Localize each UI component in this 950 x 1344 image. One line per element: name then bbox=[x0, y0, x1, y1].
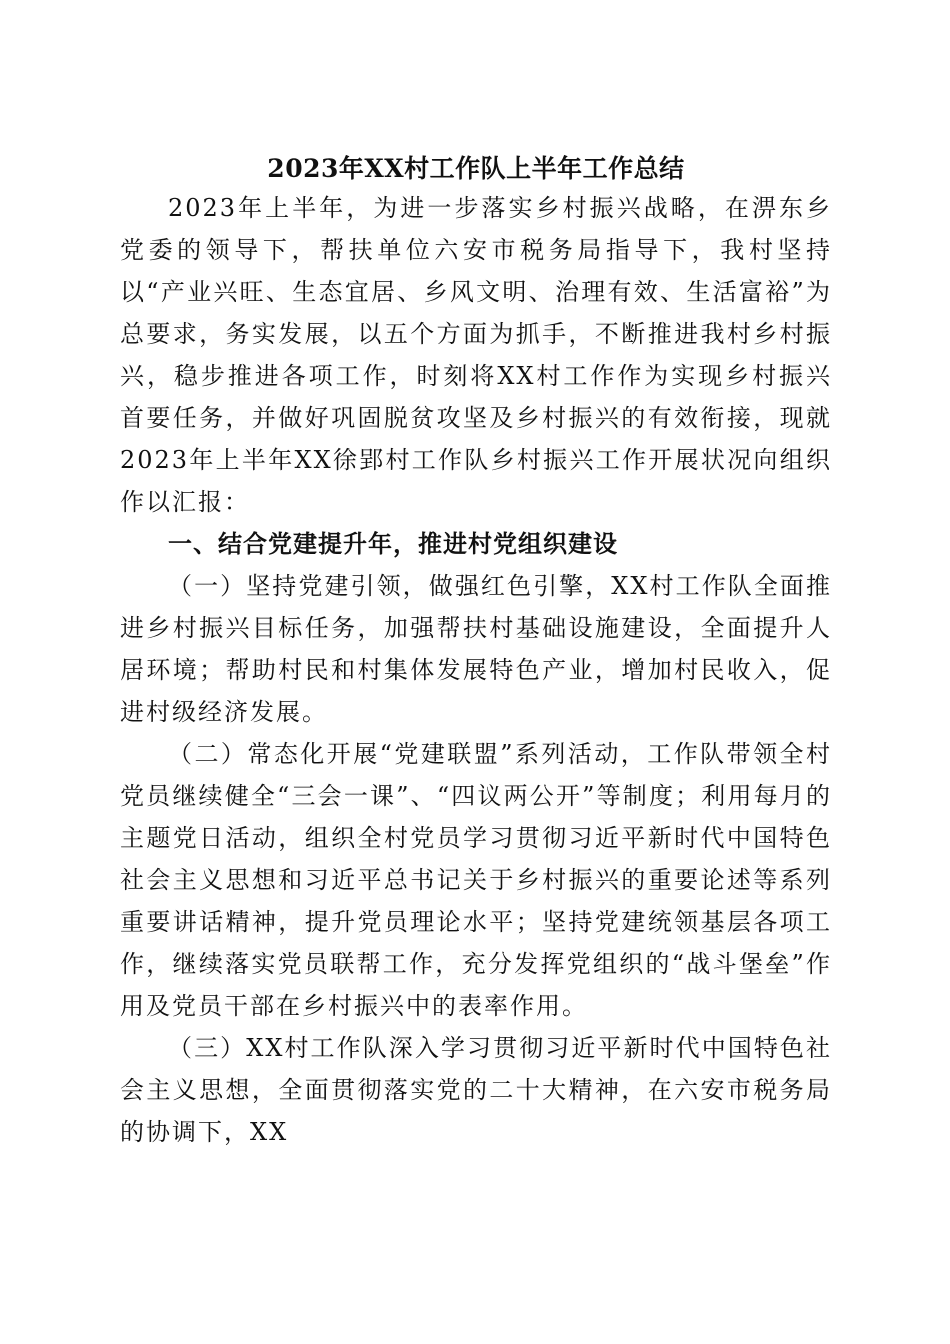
intro-paragraph: 2023年上半年，为进一步落实乡村振兴战略，在淠东乡党委的领导下，帮扶单位六安市税务局指导下，我村坚持以“产业兴旺、生态宜居、乡风文明、治理有效、生活富裕”为总要求，务实发展，以五个方面为抓手，不断推进我村乡村振兴，稳步推进各项工作，时刻将XX村工作作为实现乡村振兴首要任务，并做好巩固脱贫攻坚及乡村振兴的有效衔接，现就2023年上半年XX徐郢村工作队乡村振兴工作开展状况向组织作以汇报： bbox=[120, 194, 832, 516]
section-heading-1: 一、结合党建提升年，推进村党组织建设 bbox=[168, 529, 618, 558]
document-title: 2023年XX村工作队上半年工作总结 bbox=[267, 154, 685, 183]
section-1-item-3: （三）XX村工作队深入学习贯彻习近平新时代中国特色社会主义思想，全面贯彻落实党的二十大精神，在六安市税务局的协调下，XX bbox=[120, 1034, 832, 1146]
section-1-item-2: （二）常态化开展“党建联盟”系列活动，工作队带领全村党员继续健全“三会一课”、“四议两公开”等制度；利用每月的主题党日活动，组织全村党员学习贯彻习近平新时代中国特色社会主义思想和习近平总书记关于乡村振兴的重要论述等系列重要讲话精神，提升党员理论水平；坚持党建统领基层各项工作，继续落实党员联帮工作，充分发挥党组织的“战斗堡垒”作用及党员干部在乡村振兴中的表率作用。 bbox=[120, 740, 832, 1020]
section-1-item-1: （一）坚持党建引领，做强红色引擎，XX村工作队全面推进乡村振兴目标任务，加强帮扶村基础设施建设，全面提升人居环境；帮助村民和村集体发展特色产业，增加村民收入，促进村级经济发展。 bbox=[120, 572, 832, 726]
document-page bbox=[120, 150, 832, 1153]
